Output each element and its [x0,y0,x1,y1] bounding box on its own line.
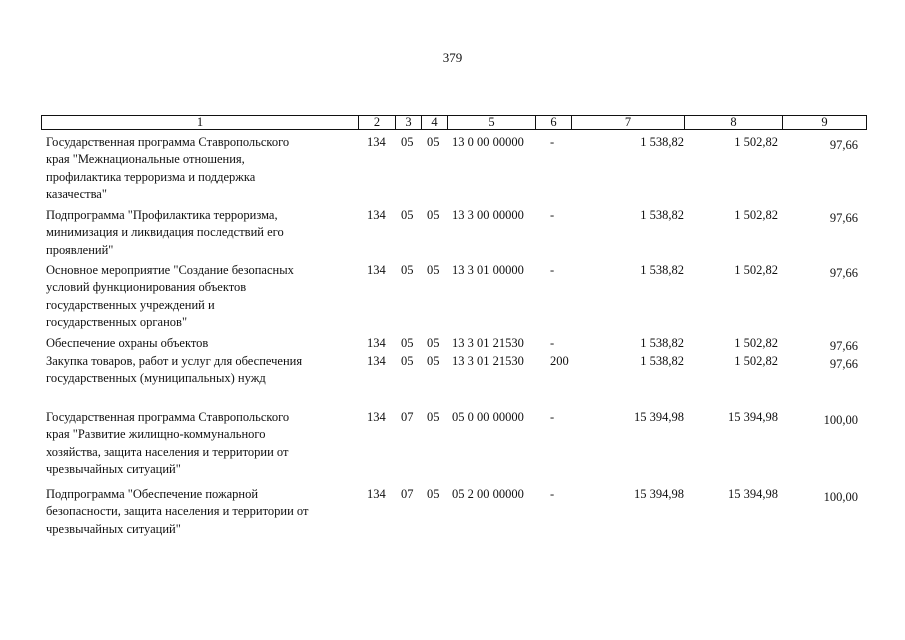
cell-section-code: 05 [401,208,414,222]
description-line: безопасности, защита населения и территории от [46,504,309,519]
header-col-9: 9 [782,116,866,129]
cell-section-code: 05 [401,354,414,368]
header-col-3: 3 [395,116,421,129]
header-col-1: 1 [196,115,204,129]
description-line: государственных органов" [46,314,188,329]
cell-target-code: 13 3 01 00000 [452,263,524,277]
cell-ministry-code: 134 [367,208,386,222]
header-col-7: 7 [571,116,684,129]
cell-section-code: 05 [401,135,414,149]
description-line: минимизация и ликвидация последствий его [46,225,284,240]
cell-expense-type: 200 [550,354,569,368]
cell-percent: 97,66 [829,339,858,353]
cell-target-code: 05 0 00 00000 [452,410,524,424]
header-col-4: 4 [421,116,447,129]
description-line: условий функционирования объектов [46,280,247,295]
cell-percent: 97,66 [829,138,858,152]
cell-ministry-code: 134 [367,487,386,501]
header-col-5: 5 [447,116,535,129]
description-line: чрезвычайных ситуаций" [46,461,181,476]
cell-amount-planned: 15 394,98 [634,487,684,501]
cell-subsection-code: 05 [427,208,440,222]
cell-section-code: 07 [401,410,414,424]
cell-target-code: 13 3 01 21530 [452,354,524,368]
cell-amount-planned: 1 538,82 [640,263,684,277]
description-line: чрезвычайных ситуаций" [46,521,181,536]
row-description [46,262,361,331]
cell-amount-executed: 1 502,82 [734,208,778,222]
cell-expense-type: - [550,263,555,277]
page-number: 379 [442,50,463,65]
cell-ministry-code: 134 [367,263,386,277]
description-line: Закупка товаров, работ и услуг для обеспечения [46,354,303,368]
cell-percent: 100,00 [823,490,858,504]
description-line: Обеспечение охраны объектов [46,336,209,350]
cell-subsection-code: 05 [427,263,440,277]
row-description [46,353,361,388]
description-line: профилактика терроризма и поддержка [46,169,256,184]
cell-subsection-code: 05 [427,354,440,368]
cell-subsection-code: 05 [427,135,440,149]
description-line: государственных учреждений и [46,297,215,312]
cell-target-code: 13 3 01 21530 [452,336,524,350]
description-line: Подпрограмма "Обеспечение пожарной [46,487,259,501]
cell-amount-planned: 1 538,82 [640,208,684,222]
cell-percent: 97,66 [829,211,858,225]
description-line: края "Развитие жилищно-коммунального [46,427,266,442]
cell-subsection-code: 05 [427,487,440,501]
cell-expense-type: - [550,487,555,501]
description-line: хозяйства, защита населения и территории от [46,444,289,459]
cell-subsection-code: 05 [427,410,440,424]
cell-target-code: 05 2 00 00000 [452,487,524,501]
cell-amount-executed: 1 502,82 [734,354,778,368]
description-line: государственных (муниципальных) нужд [46,371,266,386]
cell-amount-executed: 1 502,82 [734,336,778,350]
description-line: Основное мероприятие "Создание безопасных [46,263,294,277]
cell-amount-executed: 1 502,82 [734,263,778,277]
cell-percent: 97,66 [829,266,858,280]
cell-amount-planned: 15 394,98 [634,410,684,424]
cell-section-code: 07 [401,487,414,501]
table-header [41,115,867,130]
cell-target-code: 13 0 00 00000 [452,135,524,149]
cell-expense-type: - [550,135,555,149]
header-col-6: 6 [535,116,571,129]
row-description [46,335,361,352]
cell-target-code: 13 3 00 00000 [452,208,524,222]
cell-amount-planned: 1 538,82 [640,336,684,350]
cell-percent: 97,66 [829,357,858,371]
description-line: Государственная программа Ставропольского [46,135,290,149]
row-description [46,486,361,538]
description-line: казачества" [46,186,107,201]
cell-ministry-code: 134 [367,354,386,368]
cell-subsection-code: 05 [427,336,440,350]
row-description [46,207,361,259]
cell-ministry-code: 134 [367,336,386,350]
row-description [46,134,361,203]
cell-amount-executed: 15 394,98 [728,487,778,501]
description-line: Подпрограмма "Профилактика терроризма, [46,208,278,222]
cell-percent: 100,00 [823,413,858,427]
cell-expense-type: - [550,410,555,424]
cell-amount-planned: 1 538,82 [640,135,684,149]
cell-expense-type: - [550,336,555,350]
cell-section-code: 05 [401,336,414,350]
header-col-2: 2 [358,116,395,129]
cell-amount-executed: 15 394,98 [728,410,778,424]
cell-ministry-code: 134 [367,410,386,424]
header-col-8: 8 [684,116,782,129]
cell-ministry-code: 134 [367,135,386,149]
cell-amount-planned: 1 538,82 [640,354,684,368]
cell-amount-executed: 1 502,82 [734,135,778,149]
row-description [46,409,361,478]
cell-expense-type: - [550,208,555,222]
cell-section-code: 05 [401,263,414,277]
description-line: Государственная программа Ставропольского [46,410,290,424]
description-line: проявлений" [46,242,114,257]
description-line: края "Межнациональные отношения, [46,152,245,167]
